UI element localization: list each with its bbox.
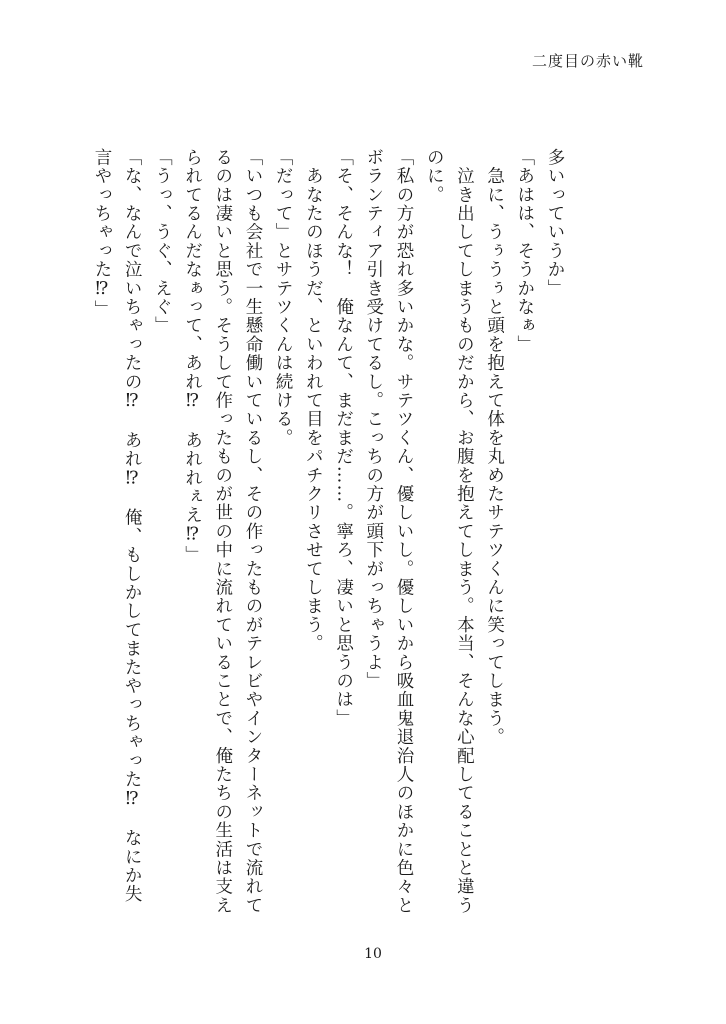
paragraph: 「そ、そんな！ 俺なんて、まだまだ……。寧ろ、凄いと思うのは」 [333,148,354,728]
paragraph-text: 泣き出してしまうものだから、お腹を抱えてしまう。本当、そんな心配してることと違うのに。 [424,148,475,915]
page-number: 10 [364,946,382,962]
paragraph: 「私の方が恐れ多いかな。サテツくん、優しいし。優しいから吸血鬼退治人のほかに色々とボランティア引き受けてるし。こっちの方が頭下がっちゃうよ」 [363,148,414,915]
paragraph [479,148,509,918]
paragraph: 「あはは、そうかなぁ」 [514,148,535,354]
paragraph [298,148,328,918]
paragraph-text: あなたのほうだ、といわれて目をパチクリさせてしまう。 [303,166,324,653]
paragraph: 「うっ、うぐ、えぐ」 [152,148,173,335]
paragraph-text: 急に、うぅうぅと頭を抱えて体を丸めたサテツくんに笑ってしまう。 [484,166,505,747]
book-title: 二度目の赤い靴 [531,52,644,70]
running-header [532,50,644,71]
paragraph: 「いつも会社で一生懸命働いているし、その作ったものがテレビやインターネットで流れてるのは凄いと思う。そうして作ったものが世の中に流れていることで、俺たちの生活は支えられてるんだなぁって、あれ⁉ あれれぇえ⁉」 [182,148,263,915]
paragraph: 「だって」とサテツくんは続ける。 [273,148,294,448]
paragraph [419,148,479,918]
vertical-body-text [90,148,570,918]
paragraph: 「な、なんで泣いちゃったの⁉ あれ⁉ 俺、もしかしてまたやっちゃった⁉ なにか失言やっちゃった⁉」 [91,148,143,904]
paragraph: 多いっていうか」 [545,148,565,298]
